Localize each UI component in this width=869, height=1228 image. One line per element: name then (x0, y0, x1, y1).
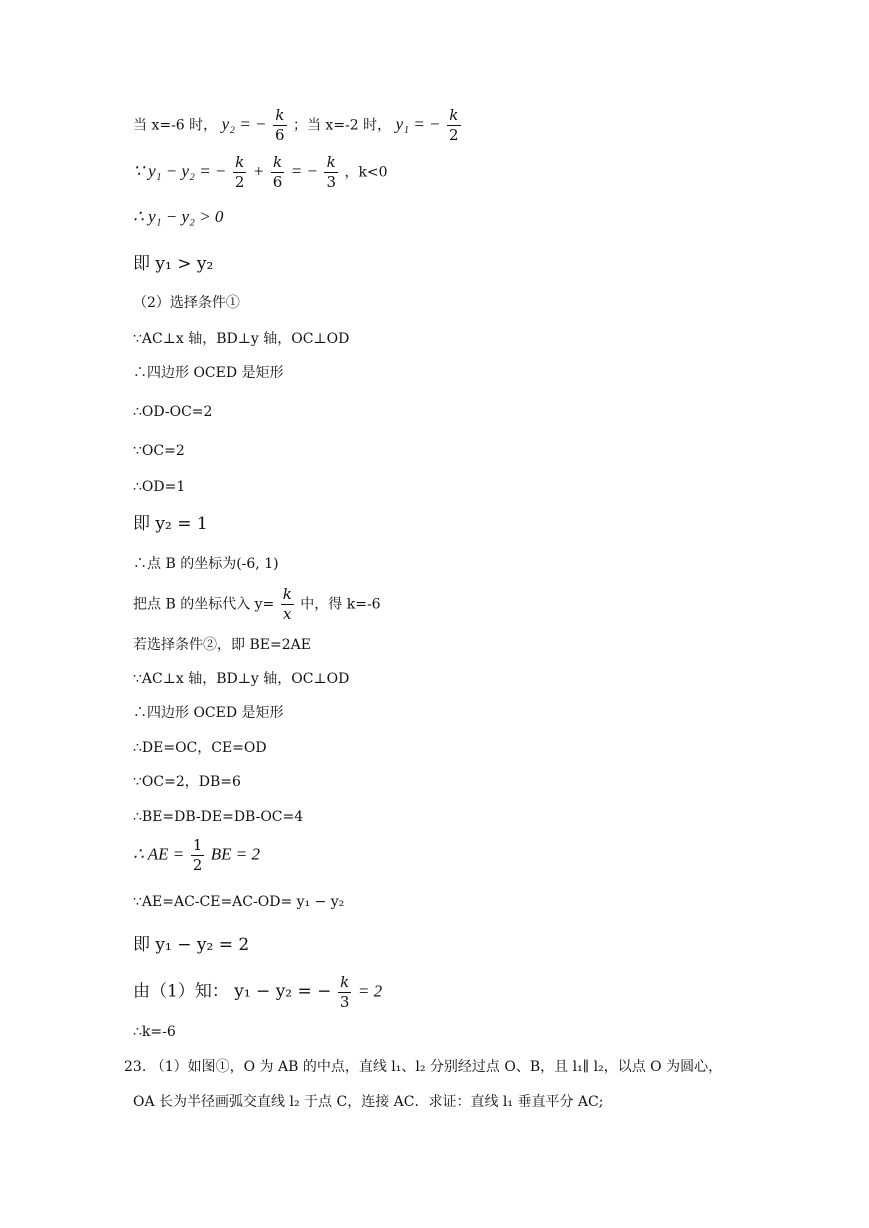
line-24: ∴k=-6 (133, 1024, 176, 1040)
math: = − (290, 161, 318, 181)
denominator: 2 (192, 856, 203, 874)
line-20 (133, 838, 260, 873)
line-23 (133, 975, 382, 1010)
fraction (273, 108, 287, 143)
denominator: 2 (448, 126, 459, 144)
line-17: ∴DE=OC，CE=OD (133, 740, 267, 756)
fraction (271, 155, 285, 190)
math: ∴ AE = (133, 844, 185, 864)
line-25: 23. （1）如图①，O 为 AB 的中点，直线 l₁、l₂ 分别经过点 O、B，且 l₁∥ l₂，以点 O 为圆心， (124, 1059, 723, 1075)
numerator: k (449, 106, 459, 124)
line-21: ∵AE=AC-CE=AC-OD= y₁ − y₂ (133, 894, 345, 910)
numerator: k (273, 153, 283, 171)
text: 当 x=-6 时， (133, 117, 218, 134)
math: + (252, 161, 265, 181)
line-1 (133, 108, 463, 143)
line-10: ∴OD=1 (133, 479, 186, 495)
line-8: ∴OD-OC=2 (133, 404, 213, 420)
numerator: 1 (192, 836, 203, 854)
line-2 (133, 155, 388, 190)
denominator: 3 (339, 993, 350, 1011)
math: y₂ = − (221, 114, 267, 134)
line-16: ∴四边形 OCED 是矩形 (133, 705, 284, 721)
denominator: x (281, 604, 294, 622)
math: BE = 2 (210, 844, 260, 864)
fraction (191, 838, 205, 873)
fraction (447, 108, 461, 143)
text: ；当 x=-2 时， (292, 117, 392, 134)
line-3: ∴ y₁ − y₂ > 0 (133, 207, 224, 226)
denominator: 6 (272, 173, 283, 191)
fraction (338, 975, 352, 1010)
numerator: k (275, 106, 285, 124)
line-11: 即 y₂ = 1 (133, 514, 208, 534)
line-6: ∵AC⊥x 轴，BD⊥y 轴，OC⊥OD (133, 331, 350, 347)
math: = 2 (357, 981, 383, 1001)
numerator: k (326, 153, 336, 171)
text: 由（1）知： y₁ − y₂ = − (133, 981, 332, 1002)
numerator: k (340, 973, 350, 991)
line-19: ∴BE=DB-DE=DB-OC=4 (133, 809, 304, 825)
line-5: （2）选择条件① (133, 295, 240, 311)
math: ∵ y₁ − y₂ = − (133, 161, 227, 181)
line-18: ∵OC=2，DB=6 (133, 774, 241, 790)
denominator: 2 (234, 173, 245, 191)
line-12: ∴点 B 的坐标为(-6, 1) (133, 556, 279, 572)
line-14: 若选择条件②，即 BE=2AE (133, 637, 311, 653)
line-9: ∵OC=2 (133, 443, 185, 459)
line-13 (133, 587, 381, 622)
fraction (281, 587, 294, 622)
line-22: 即 y₁ − y₂ = 2 (133, 935, 250, 955)
text: ，k<0 (344, 164, 388, 181)
denominator: 6 (274, 126, 285, 144)
fraction (233, 155, 247, 190)
line-26: OA 长为半径画弧交直线 l₂ 于点 C，连接 AC．求证：直线 l₁ 垂直平分 AC; (133, 1094, 604, 1110)
line-4: 即 y₁ > y₂ (133, 254, 214, 274)
text: 中，得 k=-6 (300, 596, 381, 613)
math: y₁ = − (395, 114, 441, 134)
fraction (324, 155, 338, 190)
denominator: 3 (326, 173, 336, 191)
line-7: ∴四边形 OCED 是矩形 (133, 365, 284, 381)
text: 把点 B 的坐标代入 y= (133, 596, 275, 613)
numerator: k (235, 153, 245, 171)
numerator: k (282, 585, 292, 603)
line-15: ∵AC⊥x 轴，BD⊥y 轴，OC⊥OD (133, 671, 350, 687)
